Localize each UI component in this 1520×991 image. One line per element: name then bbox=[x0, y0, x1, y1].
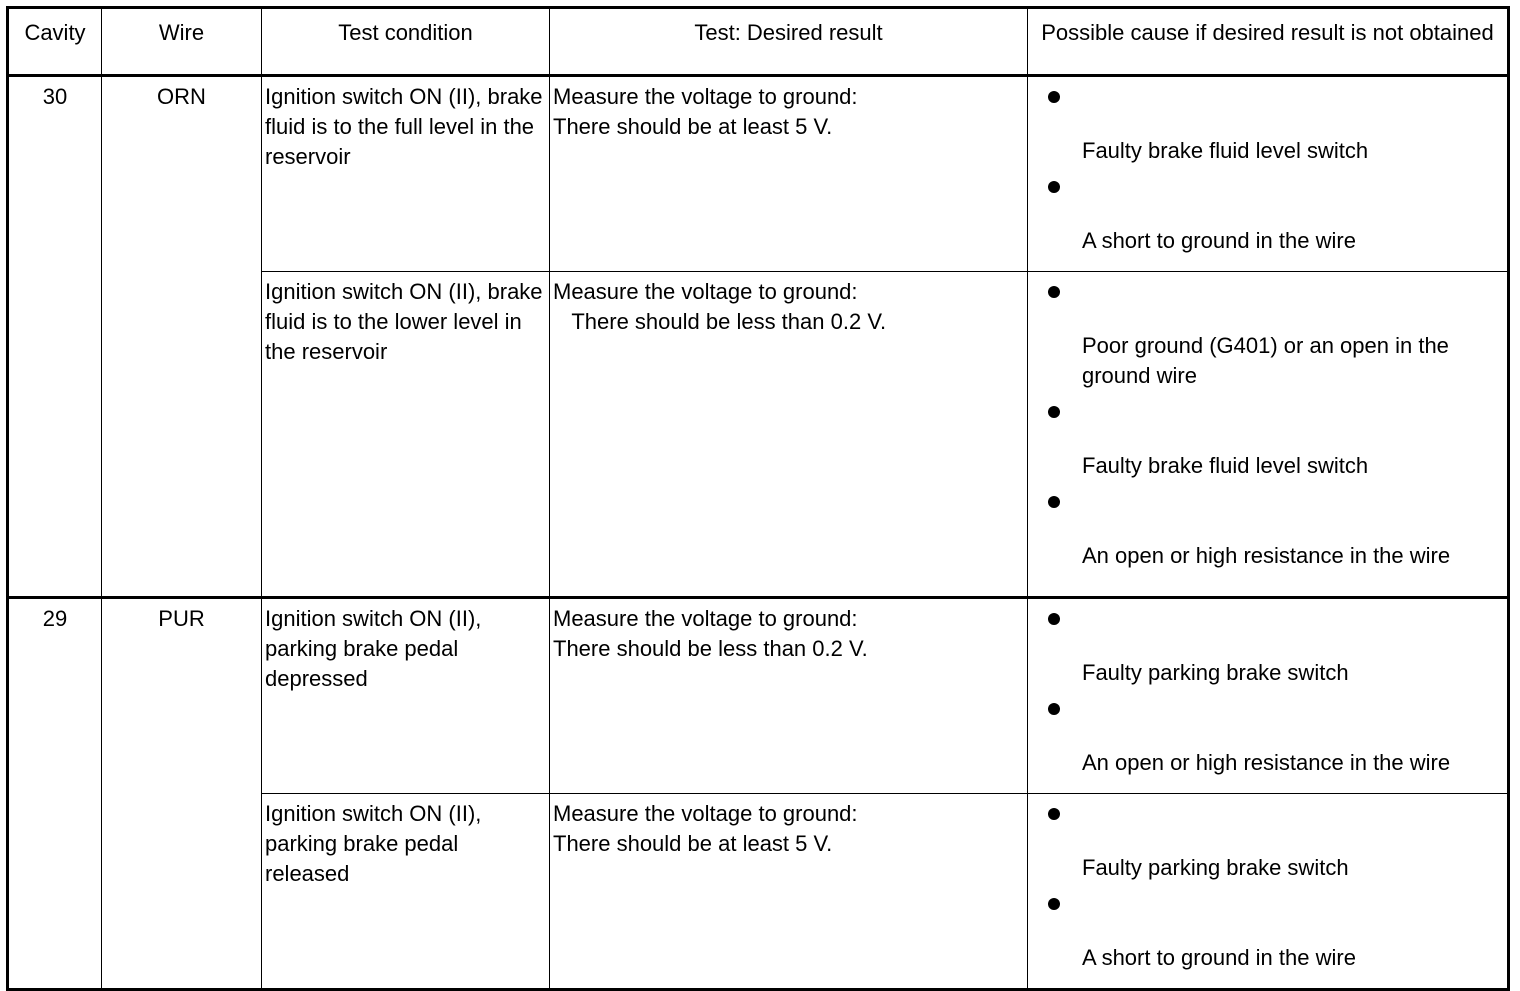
cause-item bbox=[1048, 406, 1501, 481]
result-cell: Measure the voltage to ground: There should be at least 5 V. bbox=[550, 794, 1028, 990]
table-row bbox=[8, 76, 1509, 272]
condition-cell: Ignition switch ON (II), brake fluid is to the lower level in the reservoir bbox=[262, 272, 550, 598]
result-cell: Measure the voltage to ground: There should be at least 5 V. bbox=[550, 76, 1028, 272]
bullet-icon bbox=[1048, 808, 1060, 820]
cause-cell bbox=[1028, 76, 1509, 272]
bullet-icon bbox=[1048, 496, 1060, 508]
header-possible-cause: Possible cause if desired result is not obtained bbox=[1028, 8, 1509, 76]
cause-text: Faulty brake fluid level switch bbox=[1082, 138, 1369, 163]
cause-text: An open or high resistance in the wire bbox=[1082, 543, 1451, 568]
bullet-icon bbox=[1048, 898, 1060, 910]
cause-text: A short to ground in the wire bbox=[1082, 945, 1356, 970]
header-row bbox=[8, 8, 1509, 76]
result-cell: Measure the voltage to ground: There should be less than 0.2 V. bbox=[550, 272, 1028, 598]
condition-cell: Ignition switch ON (II), brake fluid is to the full level in the reservoir bbox=[262, 76, 550, 272]
bullet-icon bbox=[1048, 613, 1060, 625]
header-desired-result: Test: Desired result bbox=[550, 8, 1028, 76]
bullet-icon bbox=[1048, 406, 1060, 418]
cause-text: A short to ground in the wire bbox=[1082, 228, 1356, 253]
cause-item bbox=[1048, 898, 1501, 973]
cause-cell bbox=[1028, 794, 1509, 990]
cause-item bbox=[1048, 703, 1501, 778]
cause-item bbox=[1048, 181, 1501, 256]
bullet-icon bbox=[1048, 91, 1060, 103]
condition-cell: Ignition switch ON (II), parking brake pedal released bbox=[262, 794, 550, 990]
cavity-cell: 29 bbox=[8, 598, 102, 990]
cause-item bbox=[1048, 496, 1501, 571]
bullet-icon bbox=[1048, 703, 1060, 715]
diagnostic-table bbox=[6, 6, 1510, 991]
cavity-cell: 30 bbox=[8, 76, 102, 598]
cause-item bbox=[1048, 613, 1501, 688]
cause-cell bbox=[1028, 598, 1509, 794]
bullet-icon bbox=[1048, 181, 1060, 193]
cause-text: Faulty parking brake switch bbox=[1082, 660, 1349, 685]
table-row bbox=[8, 598, 1509, 794]
cause-text: Poor ground (G401) or an open in the ground wire bbox=[1082, 333, 1449, 388]
wire-cell: PUR bbox=[102, 598, 262, 990]
cause-text: Faulty parking brake switch bbox=[1082, 855, 1349, 880]
cause-item bbox=[1048, 808, 1501, 883]
cause-text: Faulty brake fluid level switch bbox=[1082, 453, 1369, 478]
wire-cell: ORN bbox=[102, 76, 262, 598]
cause-item bbox=[1048, 91, 1501, 166]
cause-cell bbox=[1028, 272, 1509, 598]
result-cell: Measure the voltage to ground: There should be less than 0.2 V. bbox=[550, 598, 1028, 794]
bullet-icon bbox=[1048, 286, 1060, 298]
header-wire: Wire bbox=[102, 8, 262, 76]
condition-cell: Ignition switch ON (II), parking brake pedal depressed bbox=[262, 598, 550, 794]
header-test-condition: Test condition bbox=[262, 8, 550, 76]
cause-item bbox=[1048, 286, 1501, 391]
cause-text: An open or high resistance in the wire bbox=[1082, 750, 1451, 775]
header-cavity: Cavity bbox=[8, 8, 102, 76]
